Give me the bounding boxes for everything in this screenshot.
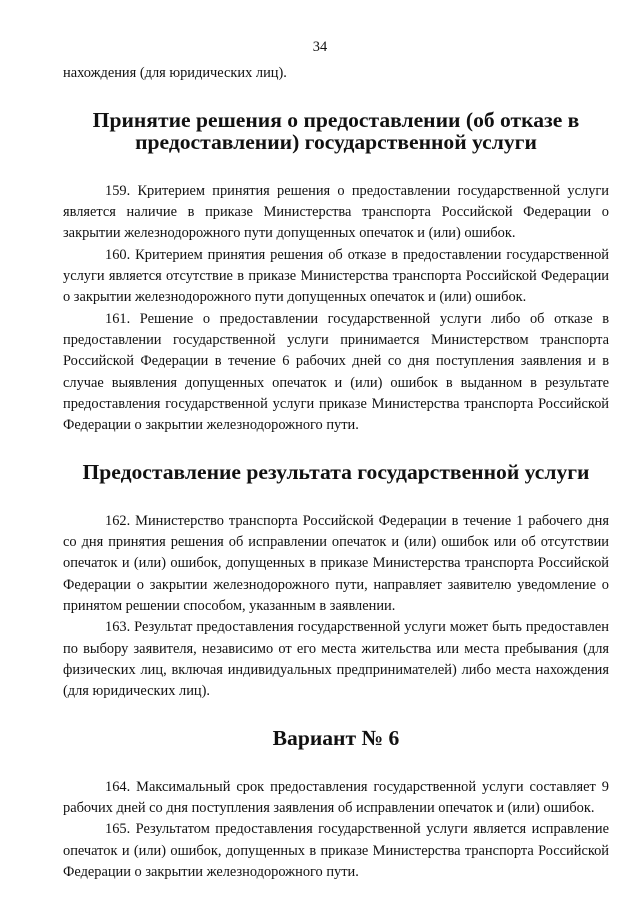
section-heading-result: Предоставление результата государственной услуги (82, 460, 590, 485)
section-heading-variant-6: Вариант № 6 (272, 726, 400, 751)
page-body (63, 63, 609, 883)
paragraph-163: 163. Результат предоставления государственной услуги может быть предоставлен по выбору заявителя, независимо от его места жительства или места пребывания (для физических лиц, включая индивидуальных предпринимателей) либо места нахождения (для юридических лиц). (63, 619, 609, 700)
paragraph-159: 159. Критерием принятия решения о предоставлении государственной услуги является наличие в приказе Министерства транспорта Российской Федерации о закрытии железнодорожного пути допущенных опечаток и (или) ошибок. (63, 182, 609, 242)
section-heading-decision: Принятие решения о предоставлении (об отказе в предоставлении) государственной услуги (92, 108, 580, 154)
page-number: 34 (312, 39, 328, 55)
continuation-text: нахождения (для юридических лиц). (63, 65, 287, 81)
paragraph-162: 162. Министерство транспорта Российской Федерации в течение 1 рабочего дня со дня принятия решения об исправлении опечаток и (или) ошибок или об отсутствии опечаток и (или) ошибок, допущенных в приказе Министерства транспорта Российской Федерации о закрытии железнодорожного пути, направляет заявителю уведомление о принятом решении способом, указанным в заявлении. (63, 512, 609, 614)
paragraph-161: 161. Решение о предоставлении государственной услуги либо об отказе в предоставлении государственной услуги принимается Министерством транспорта Российской Федерации в течение 6 рабочих дней со дня поступления заявления и в случае выявления допущенных опечаток и (или) ошибок в выданном в результате предоставления государственной услуги приказе Министерства транспорта Российской Федерации о закрытии железнодорожного пути. (63, 310, 609, 434)
paragraph-165: 165. Результатом предоставления государственной услуги является исправление опечаток и (или) ошибок, допущенных в приказе Министерства транспорта Российской Федерации о закрытии железнодорожного пути. (63, 821, 609, 880)
paragraph-160: 160. Критерием принятия решения об отказе в предоставлении государственной услуги является отсутствие в приказе Министерства транспорта Российской Федерации о закрытии железнодорожного пути допущенных опечаток и (или) ошибок. (63, 246, 609, 306)
paragraph-164: 164. Максимальный срок предоставления государственной услуги составляет 9 рабочих дней со дня поступления заявления об исправлении опечаток и (или) ошибок. (63, 778, 609, 817)
